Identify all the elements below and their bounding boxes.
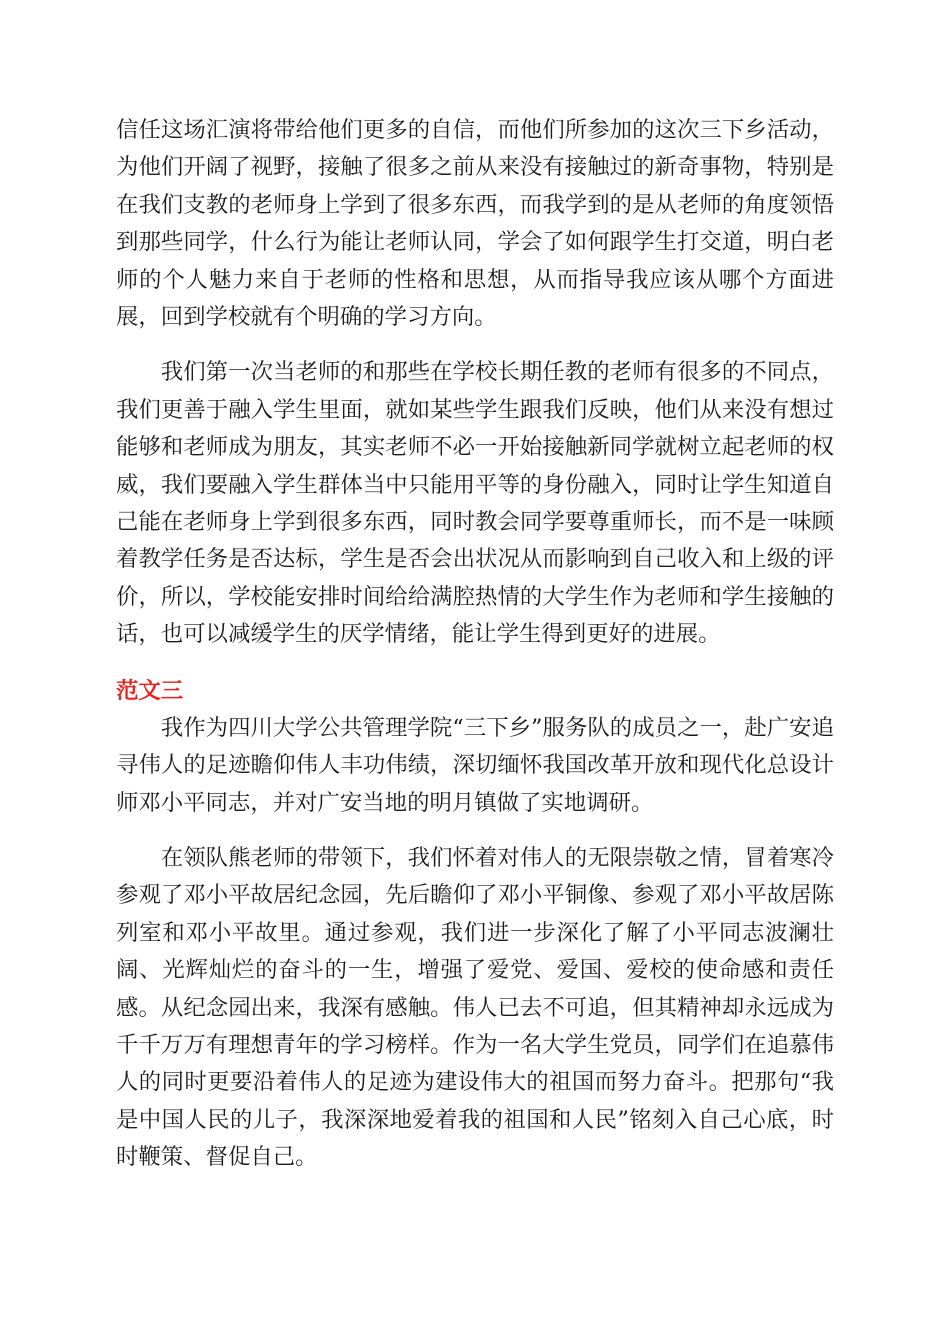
paragraph-visit: 在领队熊老师的带领下，我们怀着对伟人的无限崇敬之情，冒着寒冷参观了邓小平故居纪念园，先后瞻仰了邓小平铜像、参观了邓小平故居陈列室和邓小平故里。通过参观，我们进一步深化了解了小平同志波澜壮阔、光辉灿烂的奋斗的一生，增强了爱党、爱国、爱校的使命感和责任感。从纪念园出来，我深有感触。伟人已去不可追，但其精神却永远成为千千万万有理想青年的学习榜样。作为一名大学生党员，同学们在追慕伟人的同时更要沿着伟人的足迹为建设伟大的祖国而努力奋斗。把那句“我是中国人民的儿子，我深深地爱着我的祖国和人民”铭刻入自己心底，时时鞭策、督促自己。 xyxy=(116,844,834,1171)
section-heading: 范文三 xyxy=(116,677,184,704)
document-body xyxy=(116,112,834,1195)
paragraph-intro: 我作为四川大学公共管理学院“三下乡”服务队的成员之一，赴广安追寻伟人的足迹瞻仰伟人丰功伟绩，深切缅怀我国改革开放和现代化总设计师邓小平同志，并对广安当地的明月镇做了实地调研。 xyxy=(116,714,834,816)
paragraph-teachers: 我们第一次当老师的和那些在学校长期任教的老师有很多的不同点，我们更善于融入学生里面，就如某些学生跟我们反映，他们从来没有想过能够和老师成为朋友，其实老师不必一开始接触新同学就树立起老师的权威，我们要融入学生群体当中只能用平等的身份融入，同时让学生知道自己能在老师身上学到很多东西，同时教会同学要尊重师长，而不是一味顾着教学任务是否达标，学生是否会出状况从而影响到自己收入和上级的评价，所以，学校能安排时间给给满腔热情的大学生作为老师和学生接触的话，也可以减缓学生的厌学情绪，能让学生得到更好的进展。 xyxy=(116,359,834,648)
paragraph-continuation: 信任这场汇演将带给他们更多的自信，而他们所参加的这次三下乡活动，为他们开阔了视野，接触了很多之前从来没有接触过的新奇事物，特别是在我们支教的老师身上学到了很多东西，而我学到的是从老师的角度领悟到那些同学，什么行为能让老师认同，学会了如何跟学生打交道，明白老师的个人魅力来自于老师的性格和思想，从而指导我应该从哪个方面进展，回到学校就有个明确的学习方向。 xyxy=(116,117,834,331)
